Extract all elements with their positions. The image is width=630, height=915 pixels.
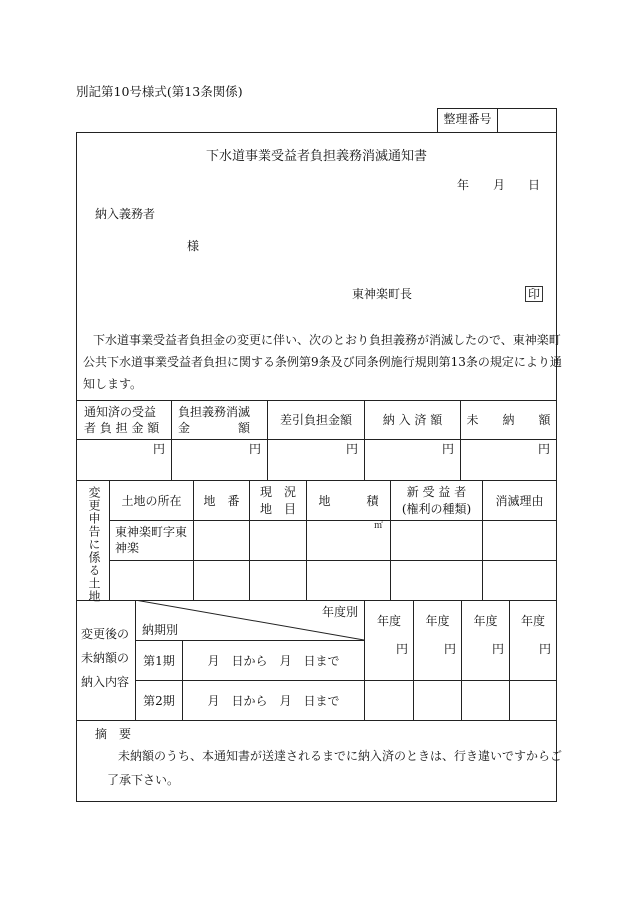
schedule-side-line-3: 納入内容 <box>81 675 130 689</box>
amount-unit-2: 円 <box>248 442 261 456</box>
year-col-3: 年度 <box>473 614 498 628</box>
note-label: 摘 要 <box>95 727 132 741</box>
issuer-name: 東神楽町長 <box>352 287 413 301</box>
document-title: 下水道事業受益者負担義務消滅通知書 <box>205 149 427 164</box>
schedule-unit-2: 円 <box>443 642 456 656</box>
land-header-area: 地 積 <box>318 494 379 508</box>
note-line-1: 未納額のうち、本通知書が送達されるまでに納入済のときは、行き違いですからご <box>118 749 563 763</box>
amount-header-5: 未 納 額 <box>466 413 551 427</box>
year-col-2: 年度 <box>425 614 450 628</box>
land-header-beneficiary-a: 新 受 益 者 <box>406 485 467 499</box>
body-line-3: 知します。 <box>83 377 143 391</box>
land-area-unit: ㎡ <box>374 521 384 531</box>
period-1-range: 月 日から 月 日まで <box>207 654 340 668</box>
schedule-side-line-1: 変更後の <box>81 627 130 641</box>
schedule-side-line-2: 未納額の <box>81 651 130 665</box>
year-col-4: 年度 <box>520 614 545 628</box>
seiri-bango-field[interactable] <box>498 109 556 131</box>
land-header-lot: 地 番 <box>203 494 240 508</box>
amount-header-1b: 者 負 担 金 額 <box>84 421 160 435</box>
land-header-current-a: 現 況 <box>259 485 296 499</box>
amount-unit-4: 円 <box>441 442 454 456</box>
schedule-unit-3: 円 <box>491 642 504 656</box>
period-2-range: 月 日から 月 日まで <box>207 694 340 708</box>
amount-unit-3: 円 <box>345 442 358 456</box>
amount-header-4: 納 入 済 額 <box>382 413 443 427</box>
amount-header-2b: 金 額 <box>178 421 251 435</box>
land-header-beneficiary-b: (権利の種類) <box>401 502 472 516</box>
body-line-2: 公共下水道事業受益者負担に関する条例第9条及び同条例施行規則第13条の規定により通 <box>83 355 562 369</box>
diag-bottom-label: 納期別 <box>142 623 179 637</box>
date-month: 月 <box>493 178 506 192</box>
year-col-1: 年度 <box>376 614 401 628</box>
amount-header-1a: 通知済の受益 <box>84 405 157 419</box>
date-year: 年 <box>457 178 470 192</box>
body-line-1: 下水道事業受益者負担金の変更に伴い、次のとおり負担義務が消滅したので、東神楽町 <box>93 333 561 347</box>
seiri-bango-label: 整理番号 <box>443 112 492 126</box>
amount-unit-5: 円 <box>537 442 550 456</box>
amount-header-3: 差引負担金額 <box>279 413 352 427</box>
schedule-unit-1: 円 <box>395 642 408 656</box>
recipient-label: 納入義務者 <box>95 207 156 221</box>
note-line-2: 了承下さい。 <box>107 773 180 787</box>
land-side-label: 変更申告に係る土地 <box>87 486 101 603</box>
diag-top-label: 年度別 <box>322 605 359 619</box>
amount-unit-1: 円 <box>152 442 165 456</box>
period-2-label: 第2期 <box>143 694 175 708</box>
schedule-unit-4: 円 <box>538 642 551 656</box>
amount-header-2a: 負担義務消滅 <box>178 405 251 419</box>
date-day: 日 <box>528 178 541 192</box>
land-header-reason: 消滅理由 <box>495 494 544 508</box>
period-1-label: 第1期 <box>143 654 175 668</box>
land-header-location: 土地の所在 <box>121 494 182 508</box>
land-location-line-1: 東神楽町字東 <box>115 525 188 539</box>
form-header: 別記第10号様式(第13条関係) <box>76 84 243 99</box>
seal-mark: 印 <box>525 286 543 302</box>
land-location-line-2: 神楽 <box>115 541 140 555</box>
land-header-current-b: 地 目 <box>259 502 296 516</box>
sama-label: 様 <box>187 239 200 253</box>
